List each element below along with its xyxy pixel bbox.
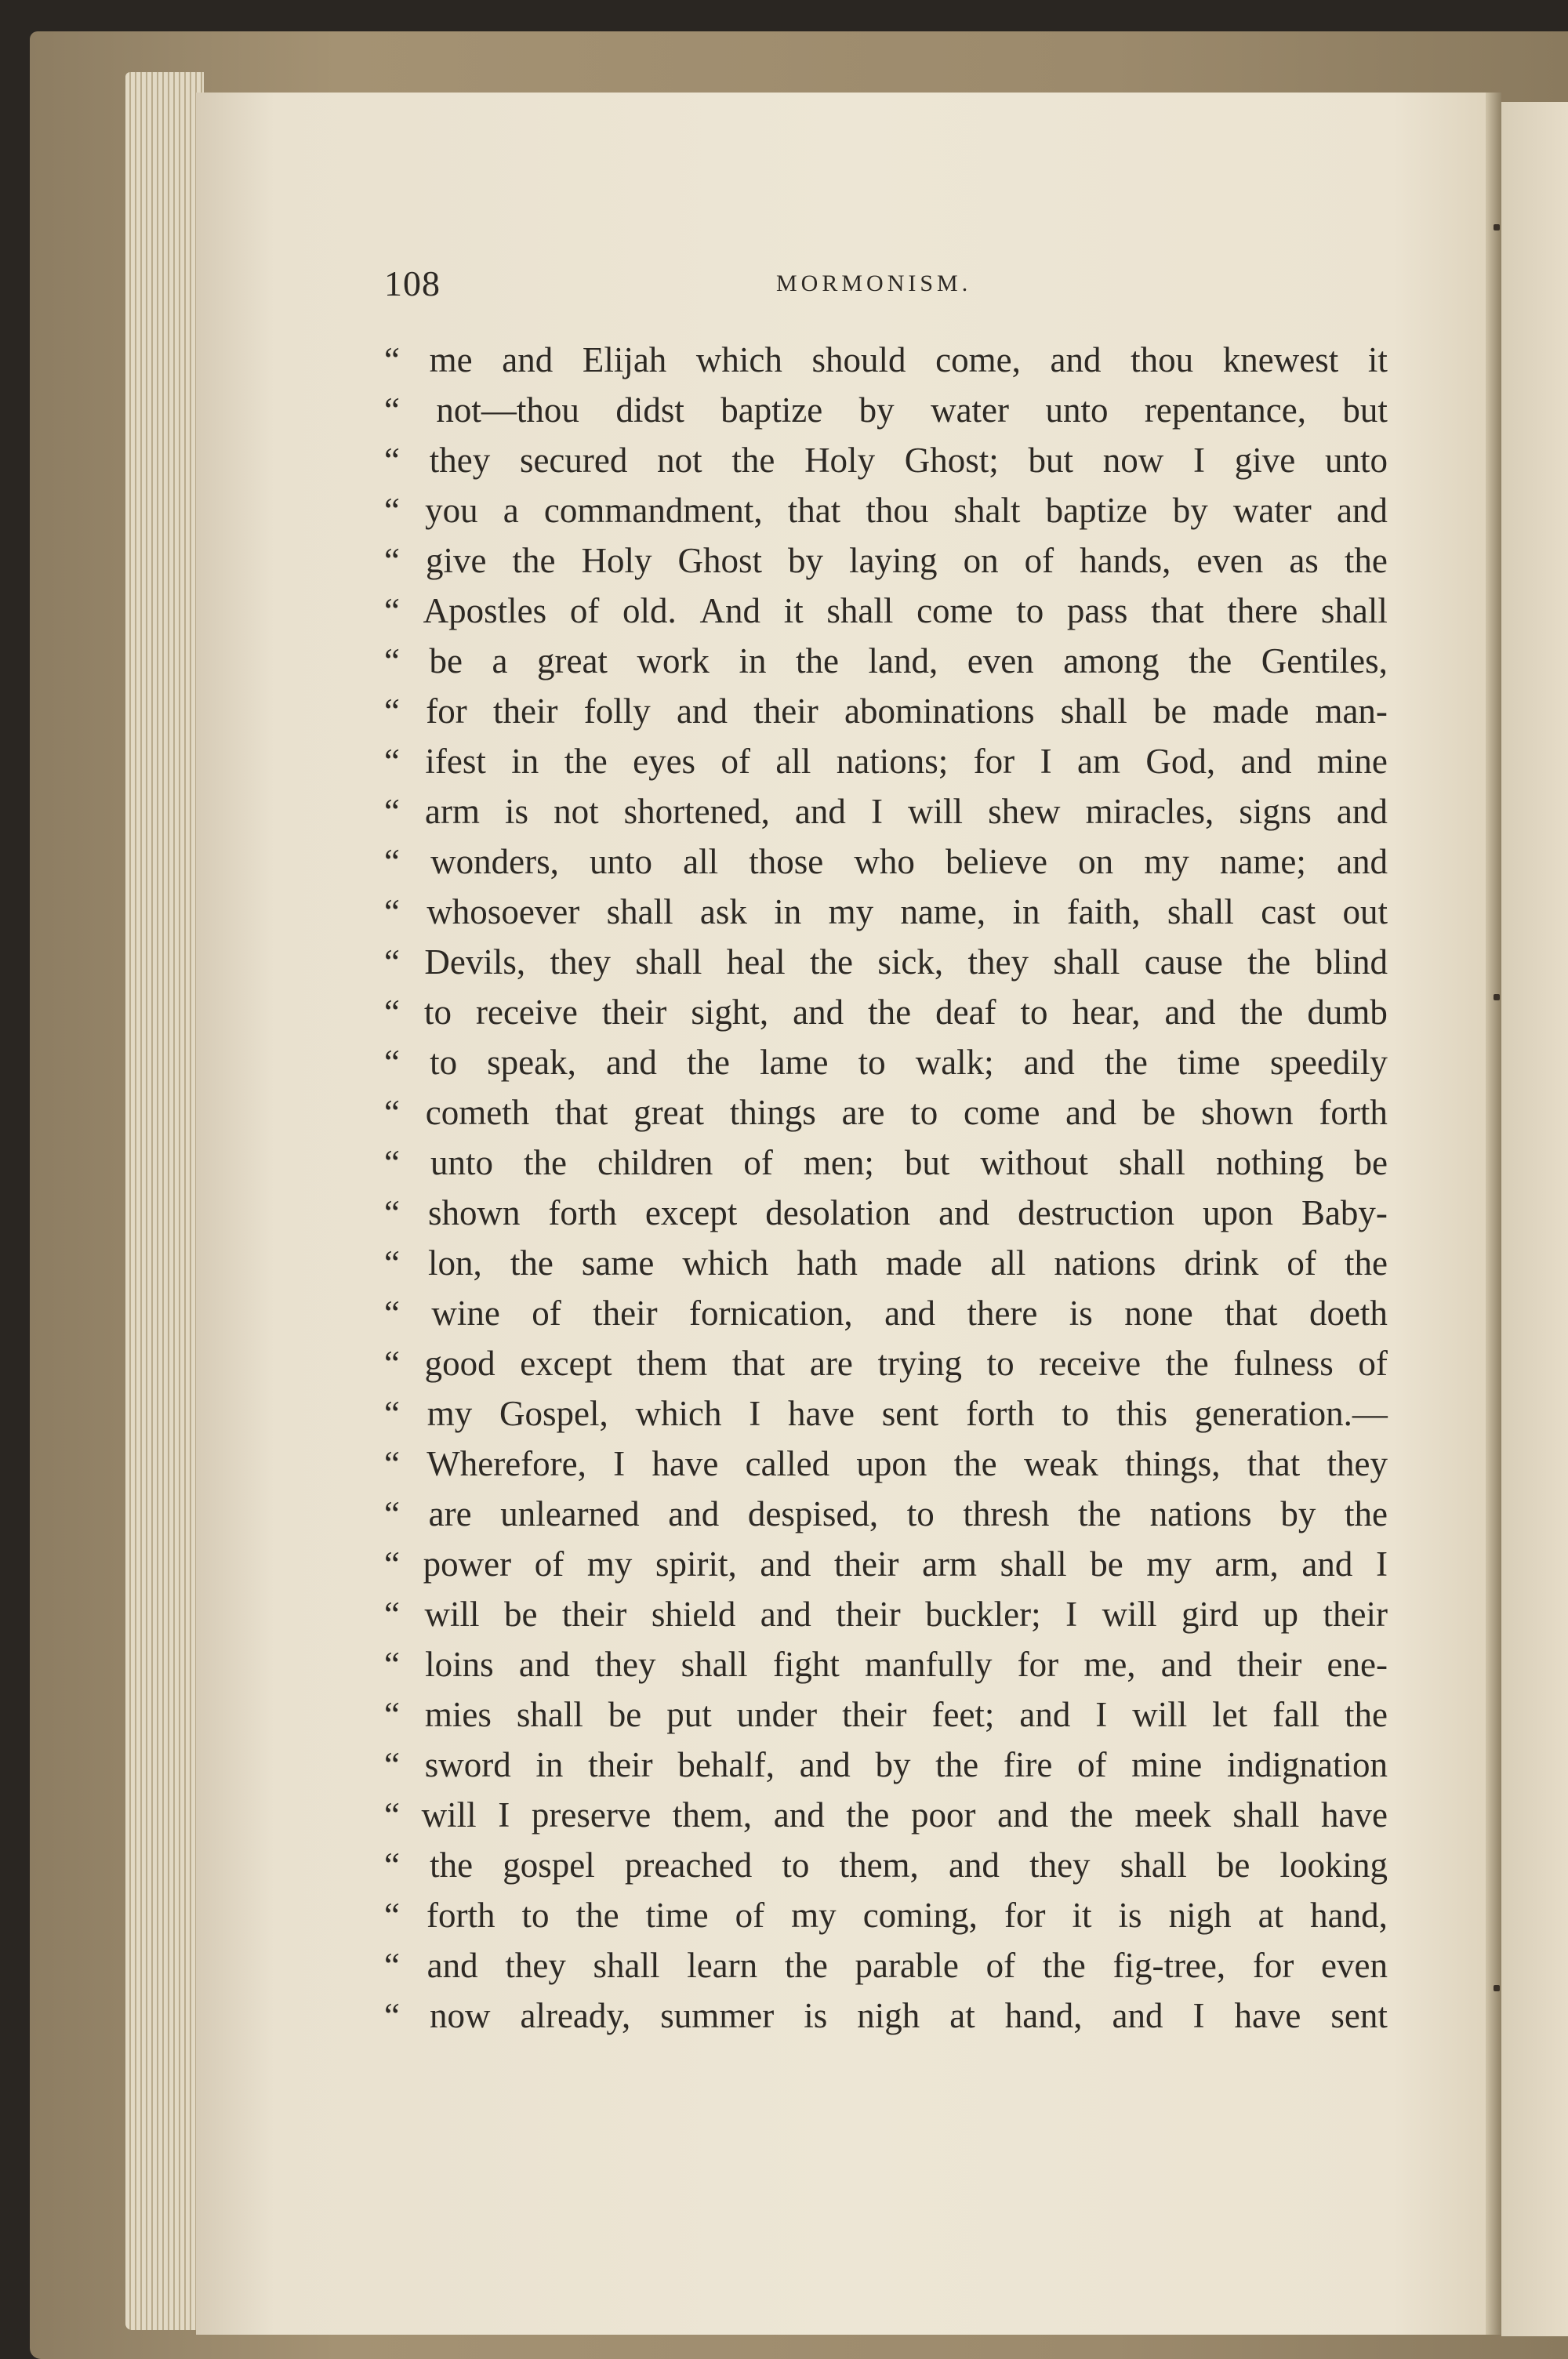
text-line: “ be a great work in the land, even among the Gentiles, <box>384 641 1388 680</box>
text-line: “ wine of their fornication, and there is none that doeth <box>384 1294 1388 1333</box>
page-gutter <box>1486 93 1501 2335</box>
text-line: “ will I preserve them, and the poor and the meek shall have <box>384 1795 1388 1835</box>
text-line: “ arm is not shortened, and I will shew miracles, signs and <box>384 792 1388 831</box>
facing-page-mark <box>1494 994 1500 1000</box>
text-line: “ not—thou didst baptize by water unto repentance, but <box>384 390 1388 430</box>
text-line: “ me and Elijah which should come, and thou knewest it <box>384 340 1388 379</box>
running-title: MORMONISM. <box>776 270 972 296</box>
running-head <box>384 263 1388 307</box>
text-line: “ to speak, and the lame to walk; and the time speedily <box>384 1043 1388 1082</box>
text-line: “ sword in their behalf, and by the fire of mine indignation <box>384 1745 1388 1784</box>
text-line: “ they secured not the Holy Ghost; but now I give unto <box>384 441 1388 480</box>
text-line: “ ifest in the eyes of all nations; for I am God, and mine <box>384 742 1388 781</box>
text-line: “ loins and they shall fight manfully for me, and their ene- <box>384 1645 1388 1684</box>
text-line: “ and they shall learn the parable of the fig-tree, for even <box>384 1946 1388 1985</box>
text-line: “ you a commandment, that thou shalt baptize by water and <box>384 491 1388 530</box>
facing-page-mark <box>1494 224 1500 230</box>
page-number: 108 <box>384 263 441 303</box>
text-line: “ Devils, they shall heal the sick, they shall cause the blind <box>384 942 1388 982</box>
text-line: “ my Gospel, which I have sent forth to this generation.— <box>384 1394 1388 1433</box>
text-line: “ whosoever shall ask in my name, in faith, shall cast out <box>384 892 1388 931</box>
text-line: “ good except them that are trying to receive the fulness of <box>384 1344 1388 1383</box>
text-line: “ Wherefore, I have called upon the weak things, that they <box>384 1444 1388 1483</box>
text-line: “ will be their shield and their buckler; I will gird up their <box>384 1595 1388 1634</box>
text-line: “ power of my spirit, and their arm shall be my arm, and I <box>384 1544 1388 1584</box>
text-line: “ cometh that great things are to come and be shown forth <box>384 1093 1388 1132</box>
text-line: “ mies shall be put under their feet; and I will let fall the <box>384 1695 1388 1734</box>
text-line: “ are unlearned and despised, to thresh the nations by the <box>384 1494 1388 1533</box>
page-text-block <box>384 263 1388 2041</box>
text-line: “ unto the children of men; but without shall nothing be <box>384 1143 1388 1182</box>
text-line: “ to receive their sight, and the deaf to hear, and the dumb <box>384 993 1388 1032</box>
text-line: “ lon, the same which hath made all nations drink of the <box>384 1243 1388 1283</box>
body-text <box>384 335 1388 2041</box>
text-line: “ forth to the time of my coming, for it is nigh at hand, <box>384 1896 1388 1935</box>
text-line: “ now already, summer is nigh at hand, and I have sent <box>384 1996 1388 2035</box>
text-line: “ wonders, unto all those who believe on my name; and <box>384 842 1388 881</box>
facing-page-edge <box>1501 102 1568 2336</box>
text-line: “ the gospel preached to them, and they shall be looking <box>384 1845 1388 1885</box>
text-line: “ for their folly and their abominations shall be made man- <box>384 691 1388 731</box>
page-edges <box>125 72 204 2330</box>
text-line: “ shown forth except desolation and destruction upon Baby- <box>384 1193 1388 1232</box>
text-line: “ give the Holy Ghost by laying on of hands, even as the <box>384 541 1388 580</box>
text-line: “ Apostles of old. And it shall come to pass that there shall <box>384 591 1388 630</box>
facing-page-mark <box>1494 1985 1500 1991</box>
